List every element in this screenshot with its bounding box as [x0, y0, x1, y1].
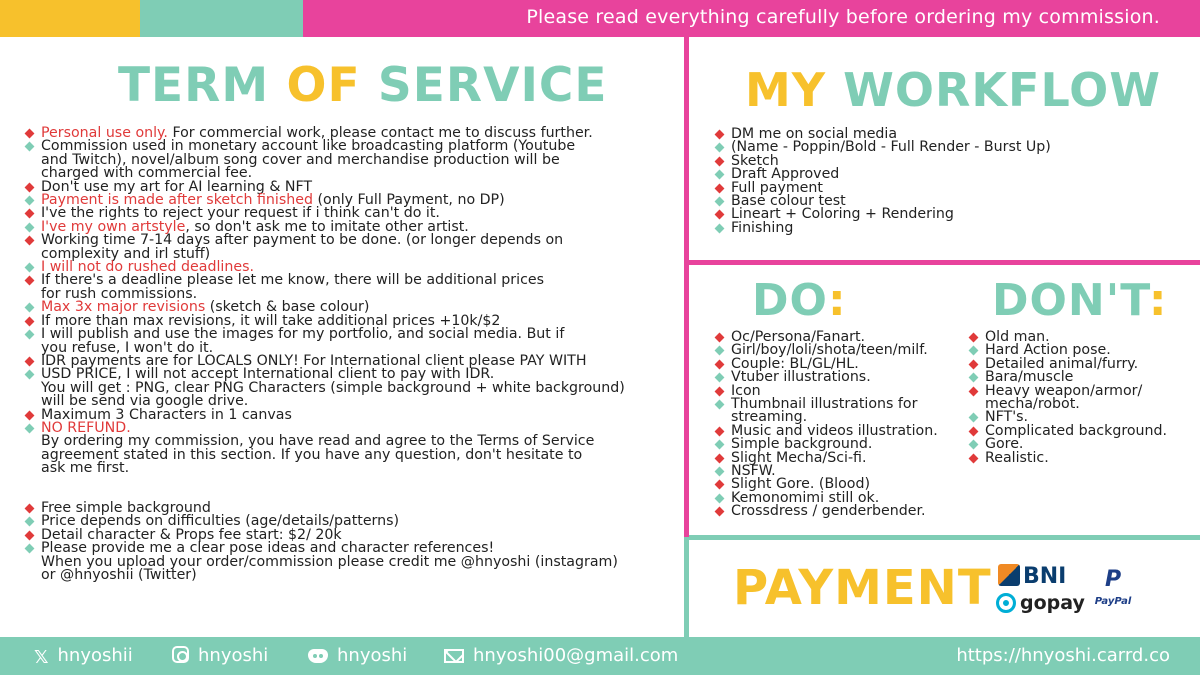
tos-item-text: Maximum 3 Characters in 1 canvas [41, 406, 292, 423]
bullet-diamond-icon [25, 276, 35, 286]
workflow-step-text: Lineart + Coloring + Rendering [731, 206, 954, 223]
tos-extra-item-text: Price depends on difficulties (age/details/patterns) [41, 513, 400, 530]
bullet-diamond-icon [715, 130, 725, 140]
banner-yellow-block [0, 0, 140, 37]
do-item-text: Crossdress / genderbender. [731, 503, 926, 520]
horizontal-divider-payment [689, 535, 1200, 540]
dont-item-text: Bara/muscle [985, 369, 1074, 386]
payment-title: PAYMENT [733, 560, 992, 616]
bni-logo-text: BNI [1023, 564, 1067, 589]
do-item-text: NSFW. [731, 463, 776, 480]
bullet-diamond-icon [25, 356, 35, 366]
bullet-diamond-icon [25, 209, 35, 219]
paypal-logo-text: PayPal [1094, 596, 1132, 607]
do-item-text: Oc/Persona/Fanart. [731, 329, 866, 345]
tos-title-part: SERVICE [360, 58, 608, 113]
discord-icon [308, 649, 328, 663]
bullet-diamond-icon [25, 530, 35, 540]
footer-instagram[interactable] [172, 645, 268, 666]
bullet-diamond-icon [715, 400, 725, 410]
dont-list [968, 331, 1193, 465]
bullet-diamond-icon [25, 263, 35, 273]
discord-handle: hnyoshi [337, 645, 408, 666]
bullet-diamond-icon [25, 504, 35, 514]
bullet-diamond-icon [715, 507, 725, 517]
bullet-diamond-icon [25, 222, 35, 232]
bullet-diamond-icon [25, 129, 35, 139]
tos-item-text: Commission used in monetary account like broadcasting platform (Youtube [41, 138, 576, 155]
tos-item-text: complexity and irl stuff) [41, 245, 211, 262]
tos-item-text: By ordering my commission, you have read and agree to the Terms of Service [41, 433, 595, 450]
tos-item [24, 462, 674, 475]
bullet-diamond-icon [715, 467, 725, 477]
mail-icon [444, 649, 464, 663]
bullet-diamond-icon [25, 303, 35, 313]
tos-extra-item-text: When you upload your order/commission please credit me @hnyoshi (instagram) [41, 553, 618, 570]
top-banner [0, 0, 1200, 37]
tos-item-text: USD PRICE, I will not accept International client to pay with IDR. [41, 366, 495, 383]
footer-email[interactable] [444, 645, 678, 666]
do-list [714, 331, 974, 519]
bullet-diamond-icon [715, 440, 725, 450]
bullet-diamond-icon [715, 373, 725, 383]
tos-extra-item [24, 569, 674, 582]
bullet-diamond-icon [715, 386, 725, 396]
bullet-diamond-icon [715, 156, 725, 166]
dont-item-text: Heavy weapon/armor/ [985, 382, 1143, 399]
tos-title-part: TERM [118, 58, 287, 113]
tos-item-text: you refuse, I won't do it. [41, 339, 214, 356]
horizontal-divider-workflow [689, 260, 1200, 265]
do-title-part: : [827, 275, 847, 326]
tos-item-highlight: Max 3x major revisions [41, 299, 206, 316]
do-item-text: streaming. [731, 409, 808, 426]
bullet-diamond-icon [715, 170, 725, 180]
dont-item-text: mecha/robot. [985, 396, 1080, 413]
do-item-text: Slight Gore. (Blood) [731, 476, 871, 493]
workflow-step [714, 141, 1184, 154]
tos-item-text: charged with commercial fee. [41, 165, 253, 182]
bullet-diamond-icon [715, 333, 725, 343]
tos-item-text: Working time 7-14 days after payment to be done. (or longer depends on [41, 232, 564, 249]
tos-item-text: and Twitch), novel/album song cover and merchandise production will be [41, 151, 560, 168]
bullet-diamond-icon [715, 183, 725, 193]
gopay-logo-text: gopay [1020, 592, 1085, 614]
tos-extra-item-text: Free simple background [41, 500, 211, 516]
workflow-step [714, 219, 1184, 236]
dont-item-text: Realistic. [985, 449, 1049, 466]
do-item [714, 505, 974, 518]
do-item-text: Couple: BL/GL/HL. [731, 355, 859, 372]
bullet-diamond-icon [969, 386, 979, 396]
workflow-step-text: (Name - Poppin/Bold - Full Render - Burst Up) [731, 139, 1051, 156]
workflow-title-part: WORKFLOW [843, 63, 1161, 117]
tos-item-highlight: I've my own artstyle [41, 218, 186, 235]
do-item-text: Simple background. [731, 436, 873, 453]
instagram-handle: hnyoshi [198, 645, 269, 666]
bullet-diamond-icon [25, 544, 35, 554]
workflow-step-text: DM me on social media [731, 126, 898, 142]
paypal-logo [1093, 568, 1133, 607]
bullet-diamond-icon [25, 236, 35, 246]
dont-item [968, 449, 1193, 466]
tos-extra-item-text: Please provide me a clear pose ideas and character references! [41, 540, 495, 557]
bullet-diamond-icon [969, 373, 979, 383]
do-item-text: Slight Mecha/Sci-fi. [731, 449, 867, 466]
workflow-list [714, 128, 1184, 235]
bullet-diamond-icon [969, 359, 979, 369]
workflow-title [745, 63, 1161, 117]
tos-item-highlight: I will not do rushed deadlines. [41, 259, 254, 276]
dont-title [992, 275, 1167, 326]
do-item-text: Thumbnail illustrations for [731, 396, 918, 413]
bullet-diamond-icon [25, 370, 35, 380]
footer-bar [0, 637, 1200, 675]
bullet-diamond-icon [25, 423, 35, 433]
bullet-diamond-icon [715, 359, 725, 369]
tos-extra-item-text: Detail character & Props fee start: $2/ 20k [41, 526, 342, 543]
do-item-text: Icon [731, 382, 761, 399]
bullet-diamond-icon [25, 330, 35, 340]
tos-item-text: For commercial work, please contact me to discuss further. [167, 125, 593, 141]
tos-item-text: , so don't ask me to imitate other artist. [185, 218, 469, 235]
workflow-step-text: Finishing [731, 219, 794, 236]
tos-item-highlight: Payment is made after sketch finished [41, 192, 313, 209]
tos-item-text: IDR payments are for LOCALS ONLY! For International client please PAY WITH [41, 352, 587, 369]
tos-item-text: I've the rights to reject your request if i think can't do it. [41, 205, 440, 222]
workflow-step-text: Base colour test [731, 193, 846, 210]
tos-item-text: If there's a deadline please let me know, there will be additional prices [41, 272, 544, 289]
bullet-diamond-icon [969, 333, 979, 343]
bullet-diamond-icon [715, 143, 725, 153]
workflow-title-part: MY [745, 63, 844, 117]
do-item-text: Kemonomimi still ok. [731, 489, 880, 506]
tos-item-text: (sketch & base colour) [205, 299, 370, 316]
bullet-diamond-icon [715, 210, 725, 220]
workflow-step-text: Full payment [731, 179, 823, 196]
footer-twitter[interactable] [34, 645, 133, 668]
footer-discord[interactable] [308, 645, 407, 666]
bullet-diamond-icon [25, 316, 35, 326]
tos-item-text: Don't use my art for AI learning & NFT [41, 178, 313, 195]
bullet-diamond-icon [715, 453, 725, 463]
dont-item-text: Hard Action pose. [985, 342, 1111, 359]
dont-item-text: Gore. [985, 436, 1024, 453]
bullet-diamond-icon [25, 410, 35, 420]
tos-list [24, 127, 674, 476]
banner-teal-block [140, 0, 303, 37]
do-title-part: DO [752, 275, 828, 326]
paypal-mark-icon: P [1104, 567, 1122, 592]
bullet-diamond-icon [969, 413, 979, 423]
tos-title-part: OF [286, 58, 361, 113]
bullet-diamond-icon [715, 197, 725, 207]
tos-extra-item-text: or @hnyoshii (Twitter) [41, 567, 197, 584]
email-address: hnyoshi00@gmail.com [473, 645, 679, 666]
tos-item-text: agreement stated in this section. If you have any question, don't hesitate to [41, 446, 583, 463]
bullet-diamond-icon [25, 142, 35, 152]
bullet-diamond-icon [715, 346, 725, 356]
tos-title [118, 58, 608, 113]
tos-item-text: I will publish and use the images for my portfolio, and social media. But if [41, 326, 565, 343]
bullet-diamond-icon [969, 453, 979, 463]
dont-item-text: Old man. [985, 329, 1050, 345]
do-item-text: Music and videos illustration. [731, 422, 938, 439]
tos-item-highlight: Personal use only. [41, 125, 168, 141]
dont-item-text: Complicated background. [985, 422, 1168, 439]
bullet-diamond-icon [969, 426, 979, 436]
bullet-diamond-icon [969, 440, 979, 450]
footer-site-link[interactable]: https://hnyoshi.carrd.co [956, 645, 1170, 666]
twitter-handle: hnyoshii [57, 645, 133, 666]
workflow-step-text: Draft Approved [731, 166, 840, 183]
dont-title-part: DON'T [992, 275, 1149, 326]
gopay-logo [996, 592, 1085, 614]
vertical-divider-lower [684, 537, 689, 637]
tos-item-text: will be send via google drive. [41, 393, 249, 410]
bullet-diamond-icon [715, 493, 725, 503]
bullet-diamond-icon [715, 223, 725, 233]
instagram-icon [172, 646, 189, 663]
bullet-diamond-icon [715, 480, 725, 490]
gopay-mark-icon [996, 593, 1016, 613]
tos-extra-list [24, 502, 674, 582]
bullet-diamond-icon [25, 517, 35, 527]
tos-item-text: You will get : PNG, clear PNG Characters (simple background + white background) [41, 379, 625, 396]
workflow-step-text: Sketch [731, 152, 779, 169]
dont-title-part: : [1148, 275, 1168, 326]
dont-item-text: Detailed animal/furry. [985, 355, 1139, 372]
bullet-diamond-icon [715, 426, 725, 436]
tos-item-text: If more than max revisions, it will take additional prices +10k/$2 [41, 312, 501, 329]
do-title [752, 275, 847, 326]
do-item-text: Girl/boy/loli/shota/teen/milf. [731, 342, 928, 359]
tos-item-text: (only Full Payment, no DP) [312, 192, 505, 209]
header-note: Please read everything carefully before ordering my commission. [526, 6, 1160, 28]
bni-mark-icon [998, 564, 1020, 586]
bullet-diamond-icon [969, 346, 979, 356]
bullet-diamond-icon [25, 196, 35, 206]
tos-item-text: ask me first. [41, 460, 130, 477]
tos-item-highlight: NO REFUND. [41, 419, 131, 436]
bullet-diamond-icon [25, 182, 35, 192]
dont-item-text: NFT's. [985, 409, 1028, 426]
x-twitter-icon: 𝕏 [34, 647, 49, 668]
bni-logo [998, 564, 1066, 589]
do-item-text: Vtuber illustrations. [731, 369, 871, 386]
tos-item-text: for rush commissions. [41, 285, 198, 302]
